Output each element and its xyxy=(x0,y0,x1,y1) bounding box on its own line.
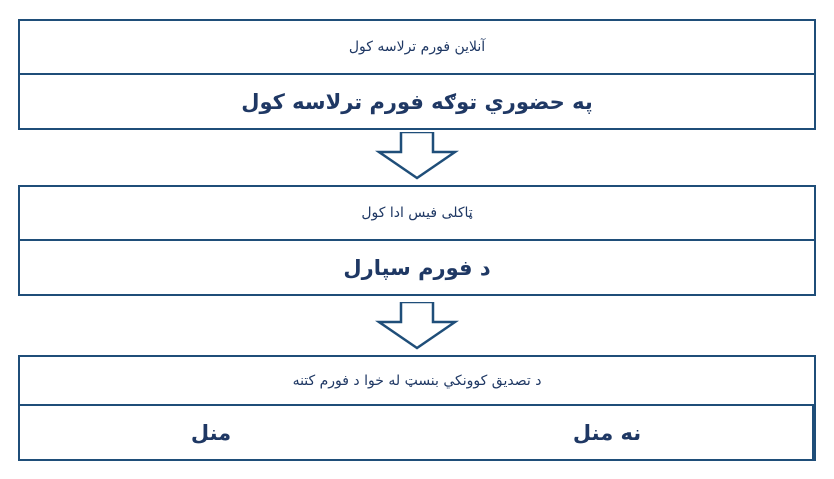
flow-box-online-form: آنلاین فورم ترلاسه کول xyxy=(348,39,486,55)
flow-box-accepted: منل xyxy=(190,420,232,445)
payment-step-group xyxy=(18,185,816,296)
flow-row xyxy=(20,73,814,128)
arrow-down-icon xyxy=(375,132,459,180)
flow-box-pay-fee: ټاکلی فیس ادا کول xyxy=(361,205,473,221)
flow-row xyxy=(20,239,814,294)
flow-row xyxy=(20,357,814,404)
submission-step-group xyxy=(18,19,816,130)
flow-row xyxy=(20,187,814,239)
review-step-group xyxy=(18,355,816,461)
flow-box-rejected: نه منل xyxy=(402,406,814,459)
flow-box-in-person-form: په حضوري توګه فورم ترلاسه کول xyxy=(241,89,593,114)
flow-box-submit-form: د فورم سپارل xyxy=(343,255,491,280)
flow-box-review-by-authority: د تصدیق کوونکي بنسټ له خوا د فورم کتنه xyxy=(292,372,542,389)
flow-row-outcomes xyxy=(20,404,814,459)
flow-row xyxy=(20,21,814,73)
arrow-down-icon xyxy=(375,302,459,350)
